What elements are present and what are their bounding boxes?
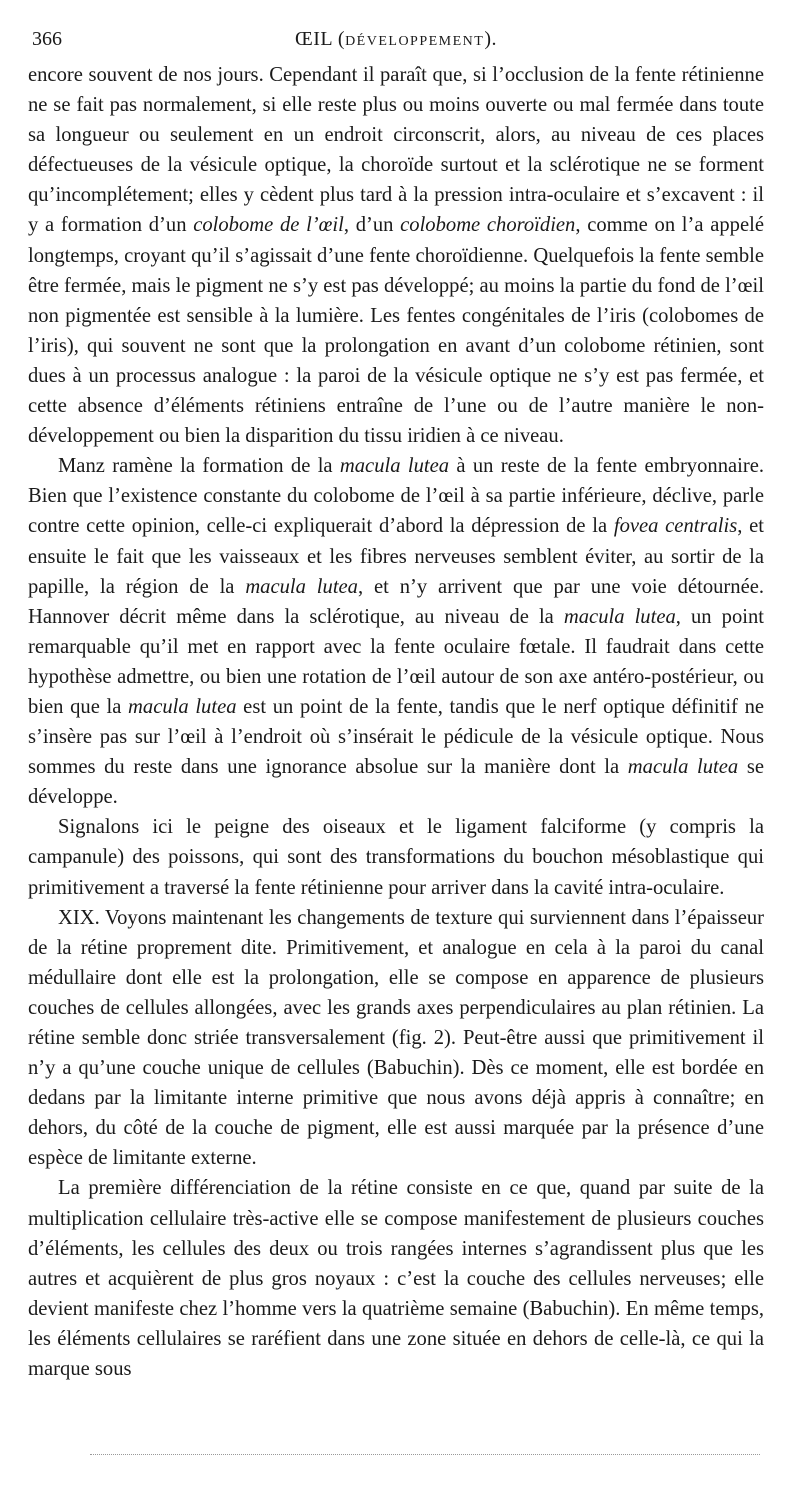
text-run: , et n’y arrivent que par une voie détournée. Hannover décrit même dans la sclérotique, au niveau de la: [28, 575, 764, 628]
italic-term: fovea centralis: [613, 515, 738, 538]
footer-rule: [90, 1454, 760, 1455]
italic-term: colobome choroïdien: [400, 214, 576, 237]
paragraph: [28, 812, 764, 902]
running-title-prefix: ŒIL (: [294, 28, 346, 50]
paragraph: [28, 1173, 764, 1384]
text-run: Manz ramène la formation de la: [58, 455, 340, 478]
italic-term: macula lutea: [245, 575, 358, 598]
italic-term: macula lutea: [128, 695, 237, 718]
book-page: [28, 20, 764, 1384]
text-run: se développe.: [28, 756, 764, 809]
text-run: La première différenciation de la rétine consiste en ce que, quand par suite de la multiplication cellulaire très-active elle se compose manifestement de plusieurs couches d’éléments, les cellules des deux ou trois rangées internes s’agrandissent plus que les autres et acquièrent de plus gros noyaux : c’est la couche des cellules nerveuses; elle devient manifeste chez l’homme vers la quatrième semaine (Babuchin). En même temps, les éléments cellulaires se raréfient dans une zone située en dehors de celle-là, ce qui la marque sous: [28, 1177, 764, 1381]
paragraph: [28, 903, 764, 1174]
italic-term: colobome de l’œil: [193, 214, 344, 237]
italic-term: macula lutea: [627, 756, 739, 779]
text-run: encore souvent de nos jours. Cependant il paraît que, si l’occlusion de la fente rétinienne ne se fait pas normalement, si elle reste plus ou moins ouverte ou mal fermée dans toute sa longueur ou seulement en un endroit circonscrit, alors, au niveau de ces places défectueuses de la vésicule optique, la choroïde surtout et la sclérotique ne se forment qu’incomplétement; elles y cèdent plus tard à la pression intra-oculaire et s’excavent : il y a formation d’un: [28, 64, 764, 237]
running-title-suffix: ).: [484, 28, 498, 50]
page-number: 366: [32, 28, 62, 50]
italic-term: macula lutea: [339, 455, 450, 478]
body-text: [28, 60, 764, 1384]
text-run: , et ensuite le fait que les vaisseaux et les fibres nerveuses semblent éviter, au sortir de la papille, la région de la: [28, 515, 764, 598]
italic-term: macula lutea: [563, 605, 676, 628]
running-header: [28, 20, 764, 48]
running-title: [28, 28, 764, 51]
text-run: est un point de la fente, tandis que le nerf optique définitif ne s’insère pas sur l’œil à l’endroit où s’insérait le pédicule de la vésicule optique. Nous sommes du reste dans une ignorance absolue sur la manière dont la: [28, 695, 765, 779]
paragraph: [28, 451, 764, 812]
text-run: XIX. Voyons maintenant les changements de texture qui surviennent dans l’épaisseur de la rétine proprement dite. Primitivement, et analogue en cela à la paroi du canal médullaire dont elle est la prolongation, elle se compose en apparence de plusieurs couches de cellules allongées, avec les grands axes perpendiculaires au plan rétinien. La rétine semble donc striée transversalement (fig. 2). Peut-être aussi que primitivement il n’y a qu’une couche unique de cellules (Babuchin). Dès ce moment, elle est bordée en dedans par la limitante interne primitive que nous avons déjà appris à connaître; en dehors, du côté de la couche de pigment, elle est aussi marquée par la présence d’une espèce de limitante externe.: [28, 906, 764, 1170]
text-run: à un reste de la fente embryonnaire. Bien que l’existence constante du colobome de l’œil à sa partie inférieure, déclive, parle contre cette opinion, celle-ci expliquerait d’abord la dépression de la: [28, 455, 764, 538]
text-run: , un point remarquable qu’il met en rapport avec la fente oculaire fœtale. Il faudrait dans cette hypothèse admettre, ou bien une rotation de l’œil autour de son axe antéro-postérieur, ou bien que la: [28, 605, 765, 718]
paragraph: [28, 60, 764, 451]
text-run: Signalons ici le peigne des oiseaux et le ligament falciforme (y compris la campanule) des poissons, qui sont des transformations du bouchon mésoblastique qui primitivement a traversé la fente rétinienne pour arriver dans la cavité intra-oculaire.: [28, 816, 764, 899]
running-title-smallcaps: DÉVELOPPEMENT: [345, 34, 485, 49]
text-run: , comme on l’a appelé longtemps, croyant qu’il s’agissait d’une fente choroïdienne. Quelquefois la fente semble être fermée, mais le pigment ne s’y est pas développé; au moins la partie du fond de l’œil non pigmentée est sensible à la lumière. Les fentes congénitales de l’iris (colobomes de l’iris), qui souvent ne sont que la prolongation en avant d’un colobome rétinien, sont dues à un processus analogue : la paroi de la vésicule optique ne s’y est pas fermée, et cette absence d’éléments rétiniens entraîne de l’une ou de l’autre manière le non-développement ou bien la disparition du tissu iridien à ce niveau.: [28, 214, 764, 448]
text-run: , d’un: [343, 214, 401, 237]
